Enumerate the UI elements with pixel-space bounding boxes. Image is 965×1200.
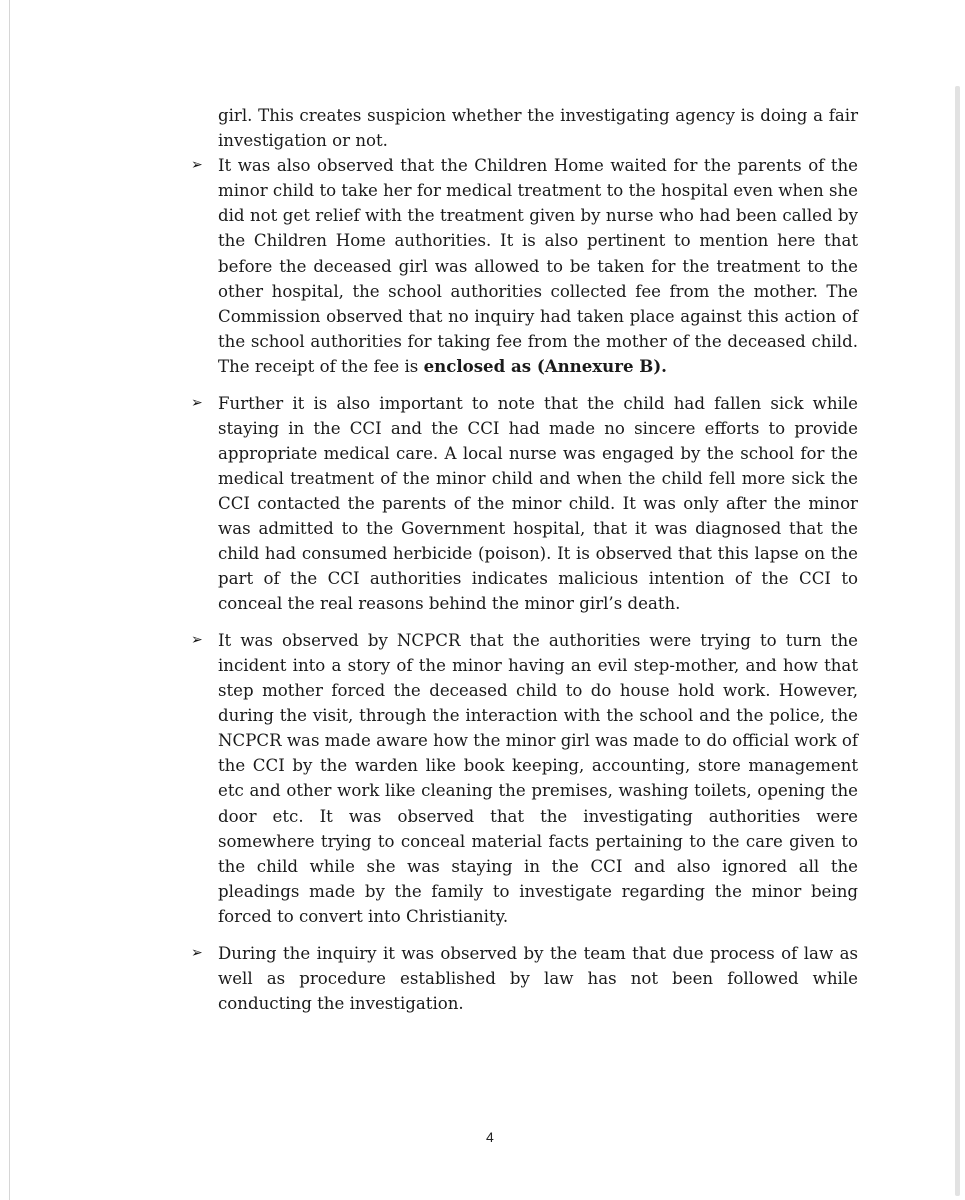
arrow-bullet-icon: ➢ — [191, 157, 203, 174]
arrow-bullet-icon: ➢ — [191, 394, 203, 411]
bullet-paragraph-step-mother-story — [191, 628, 858, 929]
arrow-bullet-icon: ➢ — [191, 631, 203, 648]
arrow-bullet-icon: ➢ — [191, 944, 203, 961]
annexure-reference: enclosed as (Annexure B). — [423, 355, 667, 376]
bullet-paragraph-due-process — [191, 941, 858, 1016]
bullet-text: It was observed by NCPCR that the authorities were trying to turn the incident into a story of the minor having an evil step-mother, and how that step mother forced the deceased child to do house hold work. However, during the visit, through the interaction with the school and the police, the NCPCR was made aware how the minor girl was made to do official work of the CCI by the warden like book keeping, accounting, store management etc and other work like cleaning the premises, washing toilets, opening the door etc. It was observed that the investigating authorities were somewhere trying to conceal material facts pertaining to the care given to the child while she was staying in the CCI and also ignored all the pleadings made by the family to investigate regarding the minor being forced to convert into Christianity. — [218, 630, 858, 926]
page-number: 4 — [486, 1129, 494, 1145]
bullet-text: It was also observed that the Children Home waited for the parents of the minor child to take her for medical treatment to the hospital even when she did not get relief with the treatment given by nurse who had been called by the Children Home authorities. It is also pertinent to mention here that before the deceased girl was allowed to be taken for the treatment to the other hospital, the school authorities collected fee from the mother. The Commission observed that no inquiry had taken place against this action of the school authorities for taking fee from the mother of the deceased child. The receipt of the fee is — [218, 156, 858, 376]
bullet-paragraph-medical-care — [191, 391, 858, 617]
continuation-paragraph: girl. This creates suspicion whether the investigating agency is doing a fair investigation or not. — [218, 106, 858, 151]
bullet-text: Further it is also important to note that the child had fallen sick while staying in the CCI and the CCI had made no sincere efforts to provide appropriate medical care. A local nurse was engaged by the school for the medical treatment of the minor child and when the child fell more sick the CCI contacted the parents of the minor child. It was only after the minor was admitted to the Government hospital, that it was diagnosed that the child had consumed herbicide (poison). It is observed that this lapse on the part of the CCI authorities indicates malicious intention of the CCI to conceal the real reasons behind the minor girl’s death. — [218, 393, 858, 614]
document-body — [191, 103, 858, 1016]
bullet-paragraph-fee-receipt — [191, 153, 858, 379]
scrollbar[interactable] — [955, 86, 960, 1196]
bullet-text: During the inquiry it was observed by the team that due process of law as well as procedure established by law has not been followed while conducting the investigation. — [218, 943, 858, 1013]
document-page — [9, 0, 965, 1200]
